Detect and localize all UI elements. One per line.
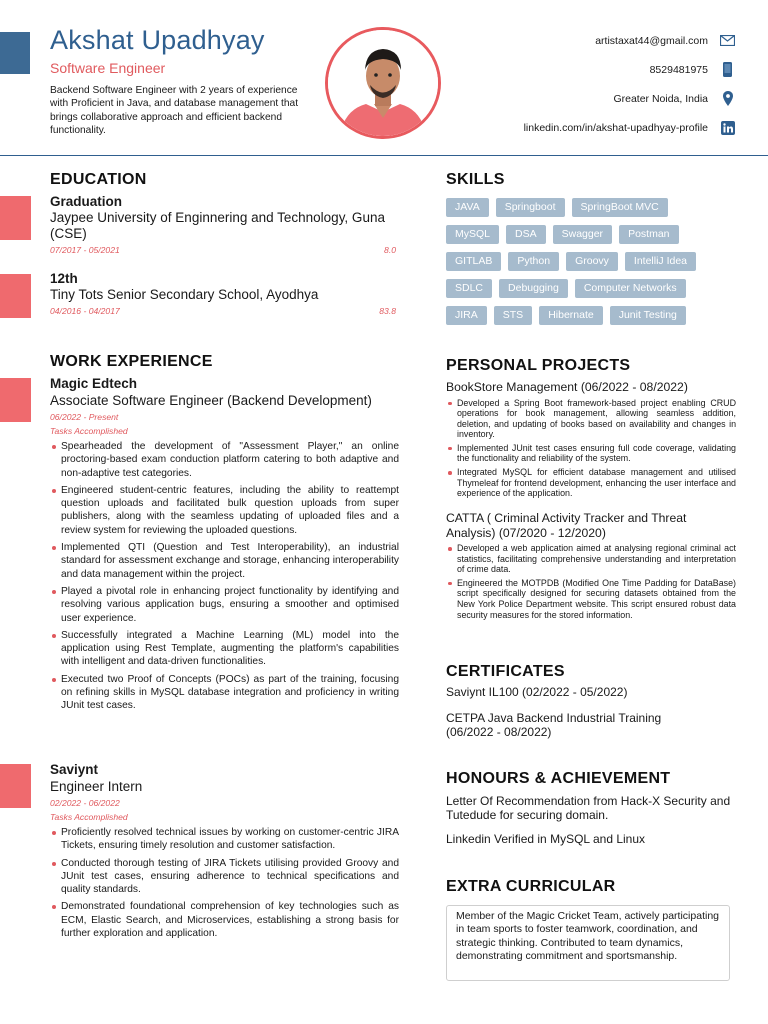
list-item: Engineered student-centric features, including the ability to reattempt question uploads and facilitated bulk question uploads from super publishers, along with the seamless updating of uploaded files and a review system for reviewing the uploaded questions. <box>50 484 399 537</box>
education-meta <box>50 245 396 255</box>
job-bullets <box>50 440 399 713</box>
header-divider <box>0 155 768 156</box>
skill-tag: GITLAB <box>446 252 501 271</box>
education-marker <box>0 196 31 240</box>
contact-location: Greater Noida, India <box>455 84 735 113</box>
education-title: EDUCATION <box>50 171 147 188</box>
job-dates: 02/2022 - 06/2022 <box>50 798 120 808</box>
candidate-name: Akshat Upadhyay <box>50 25 265 55</box>
job-role: Engineer Intern <box>50 779 143 794</box>
work-experience-title: WORK EXPERIENCE <box>50 353 213 370</box>
skill-tag: Groovy <box>566 252 618 271</box>
list-item: Spearheaded the development of "Assessment Player," an online proctoring-based exam conduction platform catering to both adaptive and non-adaptive test categories. <box>50 440 399 480</box>
contact-email[interactable]: artistaxat44@gmail.com <box>455 26 735 55</box>
education-score: 83.8 <box>379 306 396 316</box>
degree: 12th <box>50 271 78 286</box>
project-bullets <box>446 398 736 499</box>
education-dates: 07/2017 - 05/2021 <box>50 245 120 255</box>
project-entry <box>446 511 736 620</box>
skill-tag: Postman <box>619 225 678 244</box>
skills-tags <box>446 198 736 333</box>
list-item: Demonstrated foundational comprehension of key technologies such as ECM, Elastic Search, and Microservices, establishing a strong basis for further exploration and application. <box>50 900 399 940</box>
skill-tag: SpringBoot MVC <box>572 198 668 217</box>
job-entry <box>50 762 399 940</box>
skill-tag: JAVA <box>446 198 489 217</box>
project-entry <box>446 380 736 499</box>
skill-tag: MySQL <box>446 225 499 244</box>
skill-tag: DSA <box>506 225 546 244</box>
degree: Graduation <box>50 194 123 209</box>
profile-summary: Backend Software Engineer with 2 years of experience with Proficient in Java, and database management that brings collaborative approach and efficient backend functionality. <box>50 85 299 136</box>
extra-curricular-title: EXTRA CURRICULAR <box>446 878 616 895</box>
phone-icon <box>720 62 735 77</box>
skill-tag: IntelliJ Idea <box>625 252 696 271</box>
skill-row <box>446 252 736 271</box>
job-marker <box>0 764 31 808</box>
honours-title: HONOURS & ACHIEVEMENT <box>446 770 671 787</box>
project-bullets <box>446 543 736 620</box>
skill-tag: Springboot <box>496 198 565 217</box>
school: Jaypee University of Enginnering and Technology, Guna (CSE) <box>50 210 385 241</box>
list-item: Proficiently resolved technical issues by working on customer-centric JIRA Tickets, ensuring timely resolution and customer satisfaction. <box>50 826 399 853</box>
education-score: 8.0 <box>384 245 396 255</box>
skill-row <box>446 225 736 244</box>
education-item <box>50 271 396 316</box>
job-bullets <box>50 826 399 940</box>
skills-title: SKILLS <box>446 171 505 188</box>
extra-curricular-box: Member of the Magic Cricket Team, actively participating in team sports to foster teamwork, coordination, and strategic thinking. Contributed to team dynamics, demonstrating commitment and sportsmanship. <box>446 905 730 981</box>
skill-row <box>446 198 736 217</box>
list-item: Conducted thorough testing of JIRA Tickets utilising provided Groovy and JUnit test cases, ensuring adherence to technical specifications and quality standards. <box>50 857 399 897</box>
tasks-label: Tasks Accomplished <box>50 426 128 436</box>
company: Saviynt <box>50 762 99 777</box>
list-item: Integrated MySQL for efficient database management and utilised Thymeleaf for frontend development, enhancing the user interface and experience of the application. <box>446 467 736 499</box>
list-item: Executed two Proof of Concepts (POCs) as part of the training, focusing on refining skills in MySQL database integration and proficiency in writing JUnit test cases. <box>50 673 399 713</box>
honour-item: Letter Of Recommendation from Hack-X Security and Tutedude for securing domain. <box>446 794 731 822</box>
contact-phone[interactable]: 8529481975 <box>455 55 735 84</box>
list-item: Implemented JUnit test cases ensuring full code coverage, validating the functionality and reliability of the system. <box>446 443 736 464</box>
skill-tag: JIRA <box>446 306 487 325</box>
certificate-item: Saviynt IL100 (02/2022 - 05/2022) <box>446 685 628 699</box>
person-avatar-icon <box>328 30 438 136</box>
list-item: Implemented QTI (Question and Test Interoperability), an industrial standard for assessment exchange and storage, enhancing interoperability and data management within the project. <box>50 541 399 581</box>
skill-tag: Junit Testing <box>610 306 686 325</box>
contact-linkedin[interactable]: linkedin.com/in/akshat-upadhyay-profile <box>455 113 735 142</box>
tasks-label: Tasks Accomplished <box>50 812 128 822</box>
honour-item: Linkedin Verified in MySQL and Linux <box>446 832 646 846</box>
skill-tag: Python <box>508 252 559 271</box>
skill-row <box>446 306 736 325</box>
skill-tag: Computer Networks <box>575 279 686 298</box>
header-accent-bar <box>0 32 30 74</box>
education-dates: 04/2016 - 04/2017 <box>50 306 120 316</box>
projects-title: PERSONAL PROJECTS <box>446 357 631 374</box>
project-name: BookStore Management (06/2022 - 08/2022) <box>446 380 688 394</box>
education-meta <box>50 306 396 316</box>
list-item: Engineered the MOTPDB (Modified One Time Padding for DataBase) script specifically designed for securing datasets obtained from the New York Police Department website. This script ensured robust data security measures for the stored information. <box>446 578 736 620</box>
job-role: Associate Software Engineer (Backend Development) <box>50 393 372 408</box>
list-item: Successfully integrated a Machine Learning (ML) model into the application using Rest Template, augmenting the platform's capabilities with intelligent and data-driven functionalities. <box>50 629 399 669</box>
profile-photo <box>325 27 441 139</box>
company: Magic Edtech <box>50 376 138 391</box>
list-item: Developed a Spring Boot framework-based project enabling CRUD operations for book management, allowing seamless addition, deletion, and updating of books based on availability and changes in inventory. <box>446 398 736 440</box>
location-pin-icon <box>720 91 735 106</box>
school: Tiny Tots Senior Secondary School, Ayodhya <box>50 287 319 302</box>
project-name: CATTA ( Criminal Activity Tracker and Threat Analysis) (07/2020 - 12/2020) <box>446 511 687 540</box>
list-item: Developed a web application aimed at analysing regional criminal act statistics, facilitating comprehensive understanding and interpretation of crime data. <box>446 543 736 575</box>
skill-tag: SDLC <box>446 279 492 298</box>
job-dates: 06/2022 - Present <box>50 412 119 422</box>
skill-row <box>446 279 736 298</box>
linkedin-icon <box>720 120 735 135</box>
skill-tag: Debugging <box>499 279 568 298</box>
education-marker <box>0 274 31 318</box>
skill-tag: Swagger <box>553 225 612 244</box>
certificates-title: CERTIFICATES <box>446 663 565 680</box>
skill-tag: Hibernate <box>539 306 603 325</box>
contact-list <box>455 26 735 142</box>
job-entry <box>50 376 399 713</box>
certificate-item: CETPA Java Backend Industrial Training (06/2022 - 08/2022) <box>446 711 662 739</box>
mail-icon <box>720 33 735 48</box>
job-marker <box>0 378 31 422</box>
education-item <box>50 194 396 255</box>
skill-tag: STS <box>494 306 532 325</box>
list-item: Played a pivotal role in enhancing project functionality by identifying and resolving various application bugs, ensuring a smoother and optimised user experience. <box>50 585 399 625</box>
candidate-role: Software Engineer <box>50 60 166 76</box>
